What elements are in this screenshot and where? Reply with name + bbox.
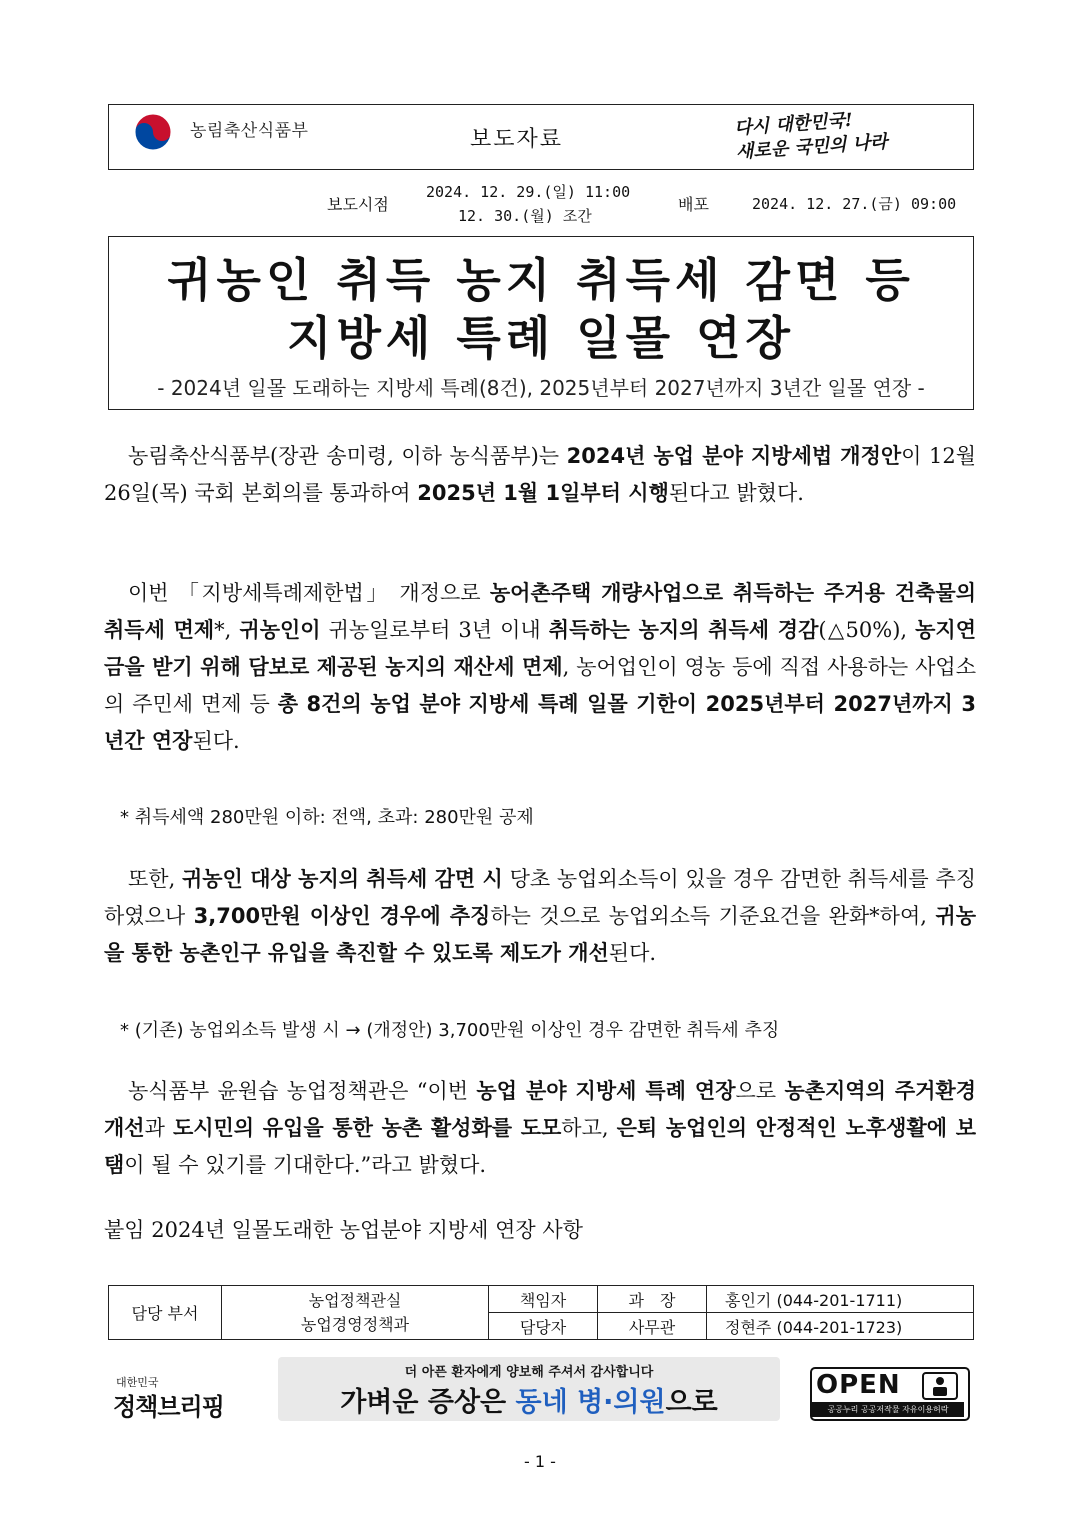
bold-text-run: 귀농인이 xyxy=(239,618,321,642)
bold-text-run: 3,700만원 이상인 경우에 추징 xyxy=(193,904,491,928)
banner-main-a: 가벼운 증상은 xyxy=(340,1387,516,1418)
title-line2: 지방세 특례 일몰 연장 xyxy=(287,311,795,365)
role-cell xyxy=(489,1286,598,1313)
text-run: 이 될 수 있기를 기대한다.”라고 밝혔다. xyxy=(124,1153,487,1177)
bold-text-run: 농지연금을 받기 위해 담보로 제공된 농지의 재산세 면제 xyxy=(104,618,976,679)
person: 홍인기 (044-201-1711) xyxy=(725,1290,903,1310)
person-cell xyxy=(707,1313,974,1340)
text-run: 하고, xyxy=(561,1116,617,1140)
text-run: 으로 xyxy=(735,1079,785,1103)
text-run: *, xyxy=(214,618,240,642)
brand-small: 대한민국 xyxy=(116,1376,159,1389)
person: 정현주 (044-201-1723) xyxy=(725,1317,903,1337)
paragraph-2 xyxy=(104,575,976,760)
paragraph-1 xyxy=(104,438,976,512)
position-title: 사무관 xyxy=(628,1317,676,1337)
banner-top-text: 더 아픈 환자에게 양보해 주셔서 감사합니다 xyxy=(404,1365,654,1380)
title-cell xyxy=(598,1313,707,1340)
bold-text-run: 농촌지역의 주거환경 개선 xyxy=(104,1079,976,1140)
attachment-note: 붙임 2024년 일몰도래한 농업분야 지방세 연장 사항 xyxy=(104,1218,583,1242)
bold-text-run: 은퇴 농업인의 안정적인 노후생활에 보탬 xyxy=(104,1116,976,1177)
person-cell xyxy=(707,1286,974,1313)
attribution-icon xyxy=(922,1372,958,1400)
text-run: 이번 「지방세특례제한법」 개정으로 xyxy=(128,581,490,605)
text-run: 이 12월 26일(목) 국회 본회의를 통과하여 xyxy=(104,444,976,505)
text-run: , 농어업인이 영농 등에 직접 사용하는 사업소의 주민세 면제 등 xyxy=(104,655,976,716)
position-title: 과 장 xyxy=(628,1290,676,1310)
slogan-line2: 새로운 국민의 나라 xyxy=(735,131,889,163)
title-line1: 귀농인 취득 농지 취득세 감면 등 xyxy=(167,253,915,307)
bold-text-run: 총 8건의 농업 분야 지방세 특례 일몰 기한이 2025년부터 2027년까지 3년간 연장 xyxy=(104,692,976,753)
paragraph-3 xyxy=(104,861,976,972)
text-run: 또한, xyxy=(128,867,182,891)
paragraph-4 xyxy=(104,1073,976,1184)
bold-text-run: 농어촌주택 개량사업으로 취득하는 주거용 건축물의 취득세 면제 xyxy=(104,581,976,642)
contact-table xyxy=(108,1285,974,1340)
distribution-value: 2024. 12. 27.(금) 09:00 xyxy=(752,195,957,213)
footnote-1: * 취득세액 280만원 이하: 전액, 초과: 280만원 공제 xyxy=(120,807,534,828)
text-run: 농림축산식품부(장관 송미령, 이하 농식품부)는 xyxy=(128,444,567,468)
banner-main-b: 동네 병·의원 xyxy=(515,1387,666,1418)
role-cell xyxy=(489,1313,598,1340)
bold-text-run: 2025년 1월 1일부터 시행 xyxy=(417,481,669,505)
slogan-line1: 다시 대한민국! xyxy=(733,109,854,139)
text-run: 하는 것으로 농업외소득 기준요건을 완화*하여, xyxy=(490,904,936,928)
text-run: 농식품부 윤원습 농업정책관은 “이번 xyxy=(128,1079,477,1103)
bold-text-run: 2024년 농업 분야 지방세법 개정안 xyxy=(566,444,902,468)
government-emblem-icon xyxy=(133,112,173,152)
text-run: (△50%), xyxy=(818,618,916,642)
bold-text-run: 농업 분야 지방세 특례 연장 xyxy=(476,1079,736,1103)
page-number: - 1 - xyxy=(524,1452,556,1471)
text-run: 귀농일로부터 3년 이내 xyxy=(320,618,549,642)
footnote-2: * (기존) 농업외소득 발생 시 → (개정안) 3,700만원 이상인 경우 감면한 취득세 추징 xyxy=(120,1020,780,1041)
text-run: 과 xyxy=(144,1116,173,1140)
role: 담당자 xyxy=(519,1317,567,1337)
open-text: OPEN xyxy=(816,1370,901,1400)
text-run: 된다. xyxy=(192,729,240,753)
dept-label: 담당 부서 xyxy=(131,1304,199,1323)
role: 책임자 xyxy=(519,1290,567,1310)
embargo-line2: 12. 30.(월) 조간 xyxy=(458,207,592,225)
bold-text-run: 귀농인 대상 농지의 취득세 감면 시 xyxy=(181,867,503,891)
open-sub-text: 공공누리 공공저작물 자유이용허락 xyxy=(812,1402,964,1417)
banner-main-c: 으로 xyxy=(665,1387,718,1418)
dept-label-cell xyxy=(109,1286,222,1340)
bold-text-run: 도시민의 유입을 통한 농촌 활성화를 도모 xyxy=(172,1116,562,1140)
bold-text-run: 귀농을 통한 농촌인구 유입을 촉진할 수 있도록 제도가 개선 xyxy=(104,904,976,965)
policy-briefing-logo: 정책브리핑 xyxy=(113,1393,224,1421)
banner-main-text xyxy=(278,1380,780,1419)
dept-name-cell xyxy=(222,1286,489,1340)
text-run: 당초 농업외소득이 있을 경우 감면한 취득세를 추징하였으나 xyxy=(104,867,976,928)
doc-type: 보도자료 xyxy=(470,127,564,152)
title-cell xyxy=(598,1286,707,1313)
embargo-line1: 2024. 12. 29.(일) 11:00 xyxy=(426,183,631,201)
bold-text-run: 취득하는 농지의 취득세 경감 xyxy=(548,618,819,642)
distribution-label: 배포 xyxy=(678,195,709,214)
dept-line1: 농업정책관실 xyxy=(308,1290,402,1310)
embargo-label: 보도시점 xyxy=(327,195,389,214)
dept-line2: 농업경영정책과 xyxy=(300,1314,410,1334)
subtitle: - 2024년 일몰 도래하는 지방세 특례(8건), 2025년부터 2027년까지 3년간 일몰 연장 - xyxy=(157,376,925,400)
text-run: 된다고 밝혔다. xyxy=(668,481,804,505)
text-run: 된다. xyxy=(608,941,657,965)
ministry-name: 농림축산식품부 xyxy=(190,121,309,141)
